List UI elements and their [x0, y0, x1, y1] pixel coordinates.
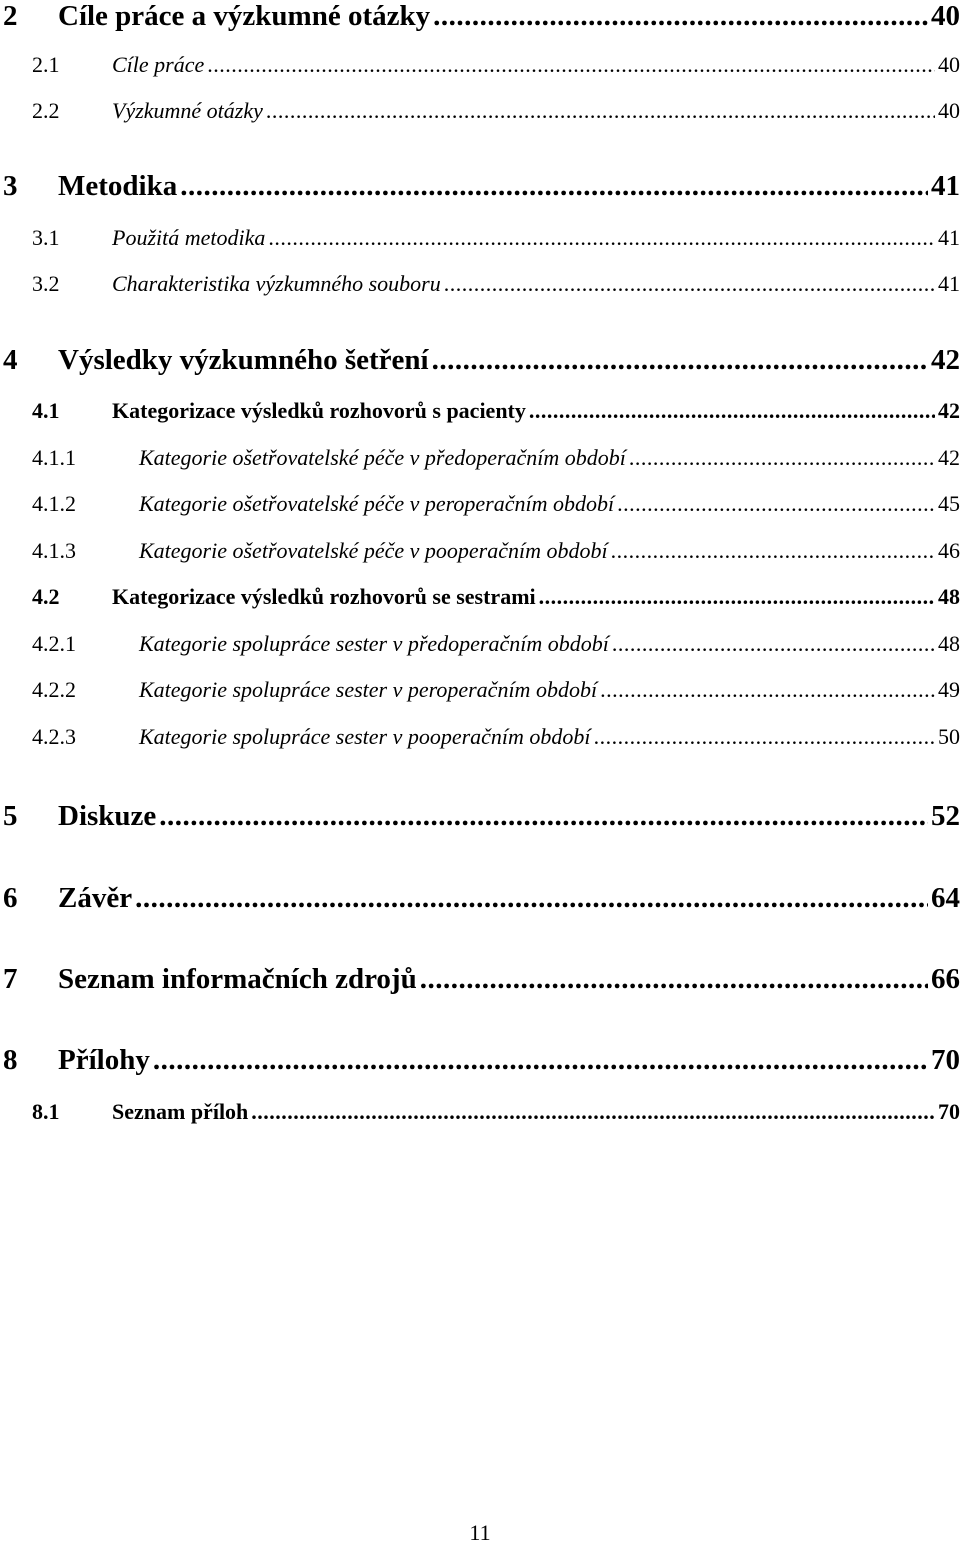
toc-page: 40: [931, 0, 960, 32]
toc-number: 4.1: [32, 398, 60, 423]
toc-page: 70: [931, 1044, 960, 1076]
toc-title: Kategorizace výsledků rozhovorů s pacienty: [112, 398, 526, 423]
toc-number: 7: [3, 963, 18, 995]
toc-number: 2.1: [32, 52, 60, 77]
toc-page: 46: [938, 538, 960, 563]
toc-entry-4-2-1[interactable]: [32, 631, 960, 657]
toc-leader-dots: [612, 631, 935, 657]
toc-number: 4.2.2: [32, 677, 76, 702]
toc-leader-dots: [266, 98, 935, 124]
toc-leader-dots: [444, 271, 935, 297]
toc-entry-4-1-2[interactable]: [32, 491, 960, 517]
toc-leader-dots: [611, 538, 935, 564]
toc-page: 66: [931, 963, 960, 995]
toc-number: 4.2: [32, 584, 60, 609]
toc-title: Metodika: [58, 170, 178, 202]
toc-title: Cíle práce: [112, 52, 205, 77]
toc-title: Seznam informačních zdrojů: [58, 963, 417, 995]
toc-entry-5[interactable]: [3, 800, 960, 833]
toc-page: 42: [931, 344, 960, 376]
toc-entry-2[interactable]: [3, 0, 960, 33]
toc-page: 40: [938, 52, 960, 77]
toc-leader-dots: [153, 1044, 928, 1077]
toc-leader-dots: [529, 398, 935, 424]
toc-leader-dots: [251, 1099, 935, 1125]
toc-number: 4.2.3: [32, 724, 76, 749]
toc-number: 8.1: [32, 1099, 60, 1124]
toc-page: 50: [938, 724, 960, 749]
toc-title: Kategorie spolupráce sester v peroperačním období: [139, 677, 598, 702]
toc-leader-dots: [600, 677, 935, 703]
toc-entry-4-1-1[interactable]: [32, 445, 960, 471]
toc-page: 40: [938, 98, 960, 123]
toc-title: Cíle práce a výzkumné otázky: [58, 0, 431, 32]
toc-entry-6[interactable]: [3, 882, 960, 915]
toc-entry-8-1[interactable]: [32, 1099, 960, 1125]
toc-page: 45: [938, 491, 960, 516]
toc-page: 70: [938, 1099, 960, 1124]
toc-page: 49: [938, 677, 960, 702]
toc-number: 5: [3, 800, 18, 832]
toc-leader-dots: [539, 584, 935, 610]
toc-page: 52: [931, 800, 960, 832]
toc-entry-4-2-2[interactable]: [32, 677, 960, 703]
toc-title: Kategorie ošetřovatelské péče v pooperačním období: [139, 538, 608, 563]
toc-page: 48: [938, 631, 960, 656]
toc-entry-4-2[interactable]: [32, 584, 960, 610]
toc-page: 41: [931, 170, 960, 202]
toc-title: Výzkumné otázky: [112, 98, 263, 123]
toc-entry-4[interactable]: [3, 344, 960, 377]
page-number: 11: [469, 1520, 491, 1545]
toc-title: Výsledky výzkumného šetření: [58, 344, 429, 376]
toc-number: 2: [3, 0, 18, 32]
toc-entry-3-2[interactable]: [32, 271, 960, 297]
toc-entry-3[interactable]: [3, 170, 960, 203]
toc-entry-8[interactable]: [3, 1044, 960, 1077]
toc-page: 48: [938, 584, 960, 609]
toc-leader-dots: [159, 800, 928, 833]
toc-title: Charakteristika výzkumného souboru: [112, 271, 441, 296]
toc-leader-dots: [629, 445, 935, 471]
toc-entry-4-2-3[interactable]: [32, 724, 960, 750]
toc-leader-dots: [420, 963, 928, 996]
toc-entry-3-1[interactable]: [32, 225, 960, 251]
toc-title: Kategorizace výsledků rozhovorů se sestrami: [112, 584, 536, 609]
toc-entry-4-1[interactable]: [32, 398, 960, 424]
toc-number: 2.2: [32, 98, 60, 123]
toc-entry-2-2[interactable]: [32, 98, 960, 124]
toc-number: 8: [3, 1044, 18, 1076]
toc-title: Použitá metodika: [112, 225, 266, 250]
toc-entry-4-1-3[interactable]: [32, 538, 960, 564]
toc-number: 4: [3, 344, 18, 376]
toc-title: Seznam příloh: [112, 1099, 249, 1124]
toc-number: 3.1: [32, 225, 60, 250]
toc-page: 41: [938, 225, 960, 250]
toc-leader-dots: [180, 170, 928, 203]
toc-title: Kategorie ošetřovatelské péče v peroperačním období: [139, 491, 615, 516]
toc-leader-dots: [268, 225, 935, 251]
toc-number: 3.2: [32, 271, 60, 296]
toc-leader-dots: [433, 0, 928, 33]
toc-title: Kategorie ošetřovatelské péče v předoperačním období: [139, 445, 626, 470]
toc-title: Přílohy: [58, 1044, 150, 1076]
toc-leader-dots: [135, 882, 928, 915]
toc-title: Kategorie spolupráce sester v předoperačním období: [139, 631, 609, 656]
toc-title: Diskuze: [58, 800, 157, 832]
toc-leader-dots: [617, 491, 935, 517]
toc-page: 64: [931, 882, 960, 914]
toc-number: 4.1.2: [32, 491, 76, 516]
toc-leader-dots: [207, 52, 935, 78]
toc-number: 3: [3, 170, 18, 202]
toc-number: 4.1.1: [32, 445, 76, 470]
toc-entry-7[interactable]: [3, 963, 960, 996]
toc-page: 41: [938, 271, 960, 296]
toc-page: 42: [938, 445, 960, 470]
toc-number: 4.2.1: [32, 631, 76, 656]
toc-entry-2-1[interactable]: [32, 52, 960, 78]
toc-number: 6: [3, 882, 18, 914]
toc-title: Kategorie spolupráce sester v pooperačním období: [139, 724, 591, 749]
toc-number: 4.1.3: [32, 538, 76, 563]
toc-leader-dots: [594, 724, 935, 750]
toc-page: 42: [938, 398, 960, 423]
toc-leader-dots: [432, 344, 928, 377]
toc-title: Závěr: [58, 882, 133, 914]
